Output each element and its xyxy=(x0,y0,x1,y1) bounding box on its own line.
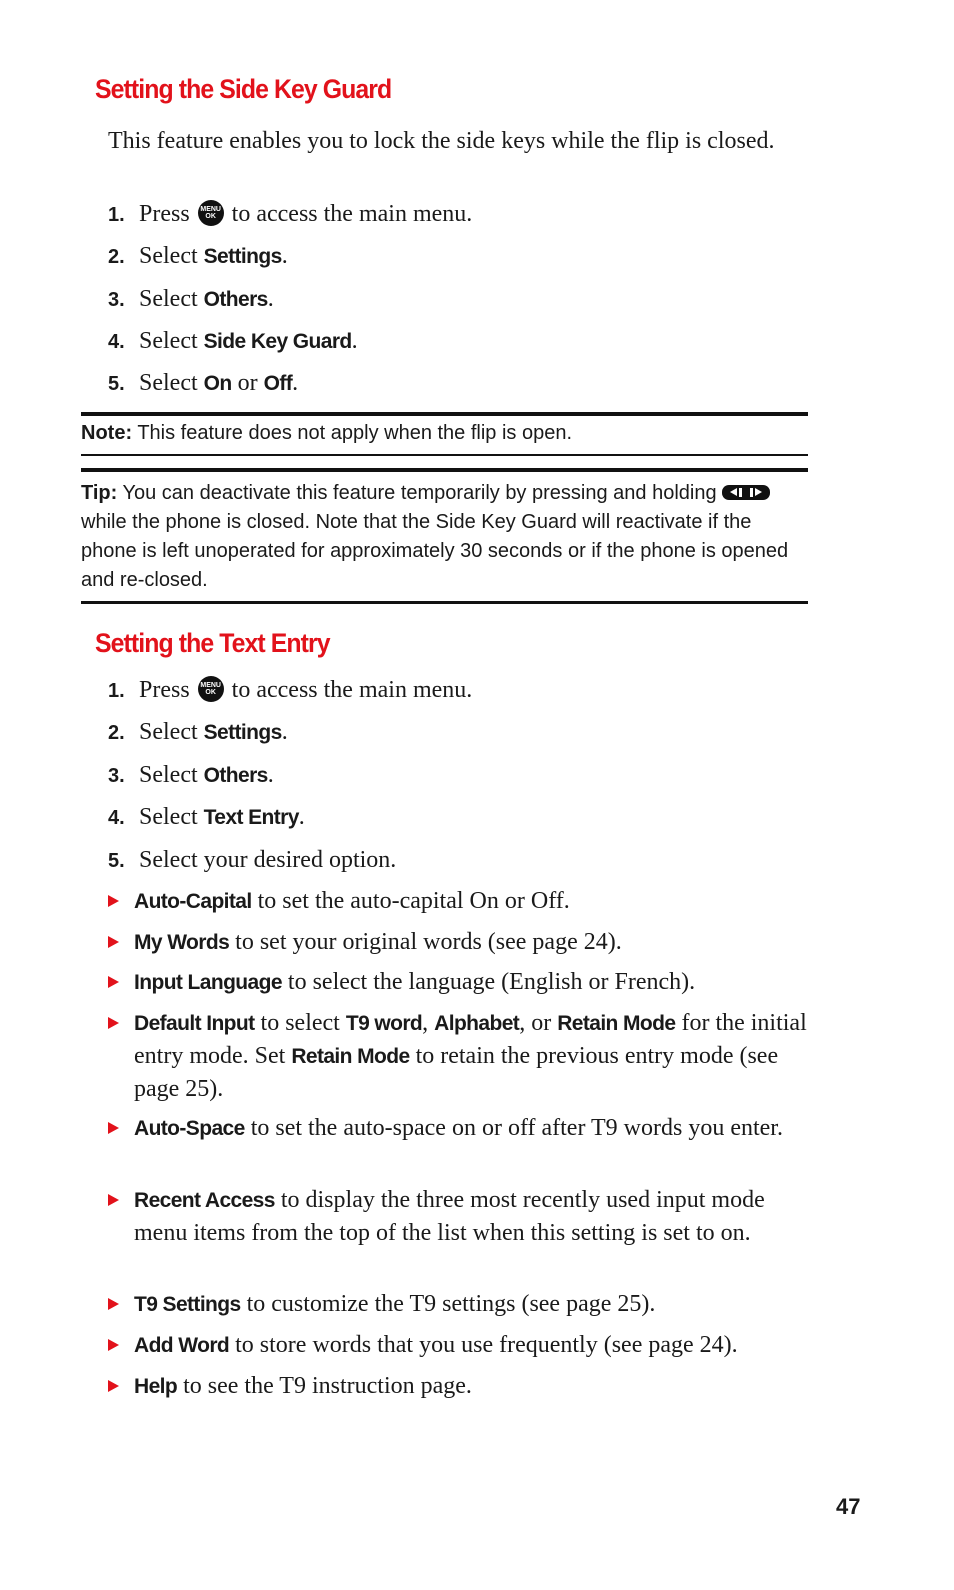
menu-icon-label-bottom: OK xyxy=(205,689,216,696)
punctuation: . xyxy=(267,762,274,788)
tip-box xyxy=(81,479,808,595)
separator: , or xyxy=(519,1010,552,1036)
step-number: 1. xyxy=(108,680,125,702)
step-4 xyxy=(108,326,808,358)
step-text: to access the main menu. xyxy=(231,201,473,227)
tip-top-rule xyxy=(81,468,808,472)
punctuation: . xyxy=(281,243,288,269)
step-number: 4. xyxy=(108,331,125,353)
step-4 xyxy=(108,802,808,834)
step-text: Select xyxy=(139,719,198,745)
option-name: Auto-Space xyxy=(134,1117,245,1140)
option-description: to see the T9 instruction page. xyxy=(183,1373,472,1399)
step-1 xyxy=(108,675,808,707)
menu-option-name: Settings xyxy=(203,721,282,744)
note-text: This feature does not apply when the flip is open. xyxy=(137,422,573,444)
option-recent-access xyxy=(108,1184,808,1249)
option-name: Help xyxy=(134,1375,178,1398)
step-number: 3. xyxy=(108,289,125,311)
step-3 xyxy=(108,284,808,316)
step-text: to access the main menu. xyxy=(231,677,473,703)
menu-option-name: Others xyxy=(203,288,268,311)
menu-icon-label-top: MENU xyxy=(200,206,221,213)
step-text: Select xyxy=(139,243,198,269)
bullet-arrow-icon xyxy=(108,1298,119,1310)
step-number: 5. xyxy=(108,373,125,395)
option-auto-capital xyxy=(108,885,808,918)
step-text: Press xyxy=(139,201,190,227)
option-name: Input Language xyxy=(134,971,282,994)
side-key-icon xyxy=(722,485,770,500)
step-text: Select xyxy=(139,804,198,830)
option-description: to set the auto-capital On or Off. xyxy=(257,888,570,914)
step-5 xyxy=(108,368,808,400)
bullet-arrow-icon xyxy=(108,895,119,907)
menu-ok-key-icon xyxy=(198,200,224,226)
bullet-arrow-icon xyxy=(108,1122,119,1134)
option-name: Recent Access xyxy=(134,1189,275,1212)
step-number: 5. xyxy=(108,850,125,872)
step-number: 2. xyxy=(108,722,125,744)
bullet-arrow-icon xyxy=(108,936,119,948)
option-description: for the initial entry mode. Set xyxy=(134,1010,807,1069)
option-off: Off xyxy=(263,372,293,395)
bullet-arrow-icon xyxy=(108,1194,119,1206)
step-5 xyxy=(108,845,808,877)
punctuation: . xyxy=(351,328,358,354)
option-description: to select xyxy=(260,1010,340,1036)
punctuation: . xyxy=(298,804,305,830)
step-text: or xyxy=(237,370,258,396)
menu-option-name: Settings xyxy=(203,245,282,268)
mode-t9-word: T9 word xyxy=(345,1012,423,1035)
intro-paragraph: This feature enables you to lock the side keys while the flip is closed. xyxy=(108,128,775,154)
option-default-input xyxy=(108,1007,808,1105)
bullet-arrow-icon xyxy=(108,976,119,988)
note-bottom-rule xyxy=(81,454,808,456)
option-name: Default Input xyxy=(134,1012,255,1035)
punctuation: . xyxy=(281,719,288,745)
bullet-arrow-icon xyxy=(108,1017,119,1029)
option-help xyxy=(108,1370,808,1403)
step-text: Press xyxy=(139,677,190,703)
step-number: 3. xyxy=(108,765,125,787)
tip-label: Tip: xyxy=(81,482,118,504)
step-text: Select xyxy=(139,762,198,788)
punctuation: . xyxy=(292,370,299,396)
step-text: Select your desired option. xyxy=(139,847,397,873)
option-description: to set your original words (see page 24). xyxy=(235,929,622,955)
option-name: Add Word xyxy=(134,1334,230,1357)
tip-text-continued: while the phone is closed. Note that the Side Key Guard will reactivate if the phone is left unoperated for approximately 30 seconds or if the phone is opened and re-closed. xyxy=(81,511,789,591)
option-on: On xyxy=(203,372,232,395)
option-description: to retain the previous entry mode (see page 25). xyxy=(134,1043,779,1102)
menu-option-name: Text Entry xyxy=(203,806,299,829)
menu-icon-label-bottom: OK xyxy=(205,213,216,220)
note-top-rule xyxy=(81,412,808,416)
step-number: 2. xyxy=(108,246,125,268)
step-text: Select xyxy=(139,328,198,354)
mode-alphabet: Alphabet xyxy=(434,1012,520,1035)
step-1 xyxy=(108,199,808,231)
option-input-language xyxy=(108,966,808,999)
mode-retain-mode: Retain Mode xyxy=(557,1012,676,1035)
menu-option-name: Side Key Guard xyxy=(203,330,352,353)
menu-icon-label-top: MENU xyxy=(200,682,221,689)
tip-bottom-rule xyxy=(81,601,808,604)
mode-retain-mode: Retain Mode xyxy=(291,1045,410,1068)
menu-option-name: Others xyxy=(203,764,268,787)
step-3 xyxy=(108,760,808,792)
option-add-word xyxy=(108,1329,808,1362)
option-name: T9 Settings xyxy=(134,1293,241,1316)
option-my-words xyxy=(108,926,808,959)
option-description: to store words that you use frequently (see page 24). xyxy=(235,1332,738,1358)
step-text: Select xyxy=(139,370,198,396)
step-number: 4. xyxy=(108,807,125,829)
option-description: to set the auto-space on or off after T9 words you enter. xyxy=(250,1115,783,1141)
punctuation: . xyxy=(267,286,274,312)
option-description: to select the language (English or French). xyxy=(287,969,696,995)
option-name: Auto-Capital xyxy=(134,890,252,913)
bullet-arrow-icon xyxy=(108,1339,119,1351)
step-text: Select xyxy=(139,286,198,312)
note-label: Note: xyxy=(81,422,133,444)
tip-text: You can deactivate this feature temporarily by pressing and holding xyxy=(122,482,717,504)
bullet-arrow-icon xyxy=(108,1380,119,1392)
option-t9-settings xyxy=(108,1288,808,1321)
section-title-text-entry: Setting the Text Entry xyxy=(95,628,330,658)
option-auto-space xyxy=(108,1112,808,1145)
separator: , xyxy=(422,1010,429,1036)
menu-ok-key-icon xyxy=(198,676,224,702)
section-title-side-key-guard: Setting the Side Key Guard xyxy=(95,74,392,104)
option-description: to customize the T9 settings (see page 25). xyxy=(246,1291,656,1317)
option-name: My Words xyxy=(134,931,230,954)
page-number: 47 xyxy=(836,1494,861,1519)
step-number: 1. xyxy=(108,204,125,226)
option-description: to display the three most recently used input mode menu items from the top of the list when this setting is set to on. xyxy=(134,1187,765,1246)
note-box xyxy=(81,419,808,448)
step-2 xyxy=(108,717,808,749)
step-2 xyxy=(108,241,808,273)
